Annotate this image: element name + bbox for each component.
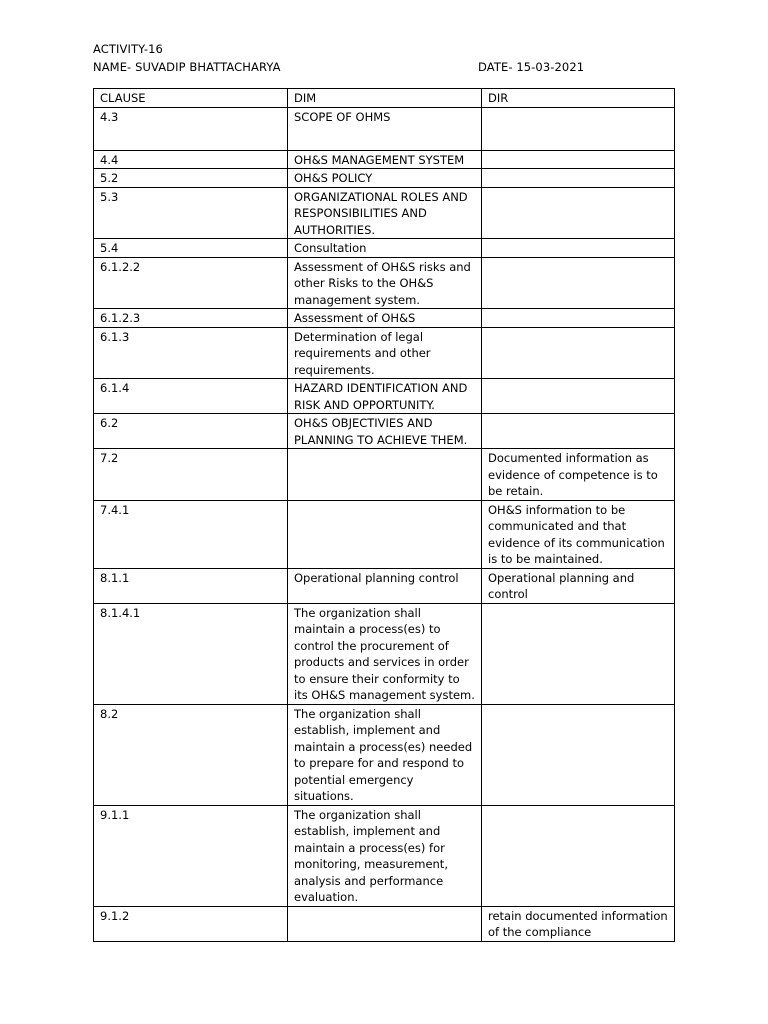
cell-dim: The organization shall establish, implement and maintain a process(es) needed to prepare for and respond to potential emergency situations. bbox=[288, 704, 482, 805]
table-row bbox=[94, 603, 675, 704]
cell-dir bbox=[482, 414, 675, 449]
column-header-dim: DIM bbox=[288, 89, 482, 108]
column-header-dir: DIR bbox=[482, 89, 675, 108]
cell-dir bbox=[482, 169, 675, 188]
cell-dim bbox=[288, 449, 482, 501]
cell-dir bbox=[482, 327, 675, 379]
table-row bbox=[94, 379, 675, 414]
document-date: DATE- 15-03-2021 bbox=[478, 60, 585, 74]
cell-clause: 5.2 bbox=[94, 169, 288, 188]
cell-clause: 6.1.4 bbox=[94, 379, 288, 414]
cell-dir: Operational planning and control bbox=[482, 568, 675, 603]
table-row bbox=[94, 805, 675, 906]
cell-dim: HAZARD IDENTIFICATION AND RISK AND OPPORTUNITY. bbox=[288, 379, 482, 414]
cell-clause: 5.4 bbox=[94, 239, 288, 258]
cell-dir bbox=[482, 603, 675, 704]
activity-title: ACTIVITY-16 bbox=[93, 42, 163, 56]
column-header-clause: CLAUSE bbox=[94, 89, 288, 108]
cell-clause: 7.4.1 bbox=[94, 500, 288, 568]
cell-dir: retain documented information of the compliance bbox=[482, 906, 675, 941]
table-row bbox=[94, 568, 675, 603]
table-row bbox=[94, 150, 675, 169]
cell-clause: 4.3 bbox=[94, 107, 288, 150]
clause-table bbox=[93, 88, 675, 942]
cell-clause: 6.1.3 bbox=[94, 327, 288, 379]
cell-dim bbox=[288, 906, 482, 941]
cell-clause: 8.1.4.1 bbox=[94, 603, 288, 704]
table-row bbox=[94, 500, 675, 568]
cell-dir bbox=[482, 257, 675, 309]
cell-clause: 6.2 bbox=[94, 414, 288, 449]
cell-dir bbox=[482, 187, 675, 239]
cell-dim: Operational planning control bbox=[288, 568, 482, 603]
table-row bbox=[94, 309, 675, 328]
cell-dim bbox=[288, 500, 482, 568]
table-row bbox=[94, 449, 675, 501]
cell-clause: 6.1.2.3 bbox=[94, 309, 288, 328]
cell-dir: OH&S information to be communicated and that evidence of its communication is to be maintained. bbox=[482, 500, 675, 568]
cell-dim: SCOPE OF OHMS bbox=[288, 107, 482, 150]
cell-clause: 7.2 bbox=[94, 449, 288, 501]
cell-clause: 8.2 bbox=[94, 704, 288, 805]
cell-dim: The organization shall establish, implement and maintain a process(es) for monitoring, measurement, analysis and performance evaluation. bbox=[288, 805, 482, 906]
cell-dir bbox=[482, 805, 675, 906]
cell-clause: 9.1.2 bbox=[94, 906, 288, 941]
cell-dim: The organization shall maintain a process(es) to control the procurement of products and services in order to ensure their conformity to its OH&S management system. bbox=[288, 603, 482, 704]
cell-dim: ORGANIZATIONAL ROLES AND RESPONSIBILITIES AND AUTHORITIES. bbox=[288, 187, 482, 239]
cell-dir bbox=[482, 107, 675, 150]
cell-dir bbox=[482, 379, 675, 414]
table-header-row bbox=[94, 89, 675, 108]
cell-dim: Consultation bbox=[288, 239, 482, 258]
cell-dir: Documented information as evidence of competence is to be retain. bbox=[482, 449, 675, 501]
table-row bbox=[94, 906, 675, 941]
cell-clause: 6.1.2.2 bbox=[94, 257, 288, 309]
table-row bbox=[94, 187, 675, 239]
cell-dim: OH&S MANAGEMENT SYSTEM bbox=[288, 150, 482, 169]
cell-clause: 8.1.1 bbox=[94, 568, 288, 603]
cell-dim: Determination of legal requirements and other requirements. bbox=[288, 327, 482, 379]
table-row bbox=[94, 327, 675, 379]
cell-clause: 9.1.1 bbox=[94, 805, 288, 906]
cell-dir bbox=[482, 150, 675, 169]
cell-dir bbox=[482, 309, 675, 328]
table-row bbox=[94, 414, 675, 449]
cell-clause: 4.4 bbox=[94, 150, 288, 169]
cell-dim: Assessment of OH&S bbox=[288, 309, 482, 328]
cell-dim: OH&S POLICY bbox=[288, 169, 482, 188]
cell-clause: 5.3 bbox=[94, 187, 288, 239]
student-name: NAME- SUVADIP BHATTACHARYA bbox=[93, 60, 281, 74]
table-row bbox=[94, 257, 675, 309]
table-row bbox=[94, 107, 675, 150]
cell-dir bbox=[482, 239, 675, 258]
cell-dim: Assessment of OH&S risks and other Risks to the OH&S management system. bbox=[288, 257, 482, 309]
table-row bbox=[94, 239, 675, 258]
cell-dir bbox=[482, 704, 675, 805]
table-row bbox=[94, 169, 675, 188]
table-row bbox=[94, 704, 675, 805]
cell-dim: OH&S OBJECTIVIES AND PLANNING TO ACHIEVE THEM. bbox=[288, 414, 482, 449]
